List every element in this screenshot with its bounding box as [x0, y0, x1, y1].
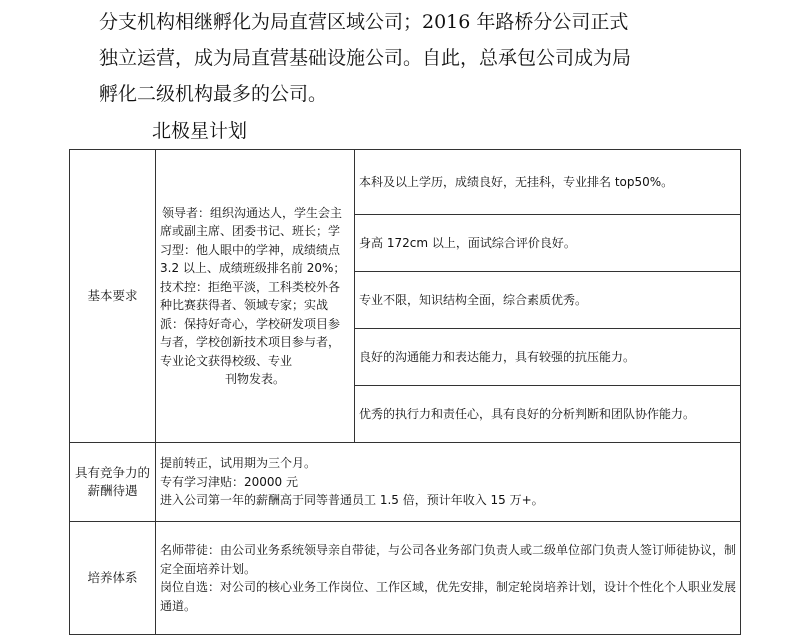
requirement-education: 本科及以上学历，成绩良好，无挂科，专业排名 top50%。 [355, 150, 741, 215]
training-line: 岗位自选：对公司的核心业务工作岗位、工作区域，优先安排，制定轮岗培养计划，设计个性化个人职业发展通道。 [160, 580, 737, 613]
candidate-types-tail: 刊物发表。 [224, 372, 285, 386]
compensation-line: 提前转正，试用期为三个月。 [160, 456, 317, 471]
compensation-header: 具有竞争力的薪酬待遇 [70, 443, 156, 522]
table-row [70, 150, 741, 215]
candidate-types-cell [156, 150, 355, 443]
basic-requirements-header: 基本要求 [70, 150, 156, 443]
table-row [70, 522, 741, 635]
training-line: 名师带徒：由公司业务系统领导亲自带徒，与公司各业务部门负责人或二级单位部门负责人签订师徒协议，制定全面培养计划。 [160, 543, 737, 576]
intro-line: 独立运营，成为局直营基础设施公司。自此，总承包公司成为局 [99, 47, 632, 69]
table-row [70, 443, 741, 522]
requirement-major: 专业不限，知识结构全面，综合素质优秀。 [355, 272, 741, 329]
requirement-execution: 优秀的执行力和责任心，具有良好的分析判断和团队协作能力。 [355, 386, 741, 443]
requirement-height: 身高 172cm 以上，面试综合评价良好。 [355, 215, 741, 272]
plan-title: 北极星计划 [152, 120, 248, 142]
training-header: 培养体系 [70, 522, 156, 635]
plan-table [69, 149, 741, 635]
compensation-cell [156, 443, 741, 522]
intro-line: 分支机构相继孵化为局直营区域公司；2016 年路桥分公司正式 [99, 11, 629, 33]
intro-paragraph [99, 4, 719, 112]
requirement-communication: 良好的沟通能力和表达能力，具有较强的抗压能力。 [355, 329, 741, 386]
compensation-line: 进入公司第一年的薪酬高于同等普通员工 1.5 倍，预计年收入 15 万+。 [160, 493, 544, 508]
intro-line: 孵化二级机构最多的公司。 [99, 83, 328, 105]
candidate-types-text: 领导者：组织沟通达人，学生会主席或副主席、团委书记、班长；学习型：他人眼中的学神，成绩绩点 3.2 以上、成绩班级排名前 20%；技术控：拒绝平淡，工科类校外各种比赛获得者、领域专家；实战派：保持好奇心，学校研发项目参与者，学校创新技术项目参与者，专业论文获得校级、专业 [160, 205, 346, 368]
training-cell [156, 522, 741, 635]
compensation-line: 专有学习津贴：20000 元 [160, 474, 298, 489]
